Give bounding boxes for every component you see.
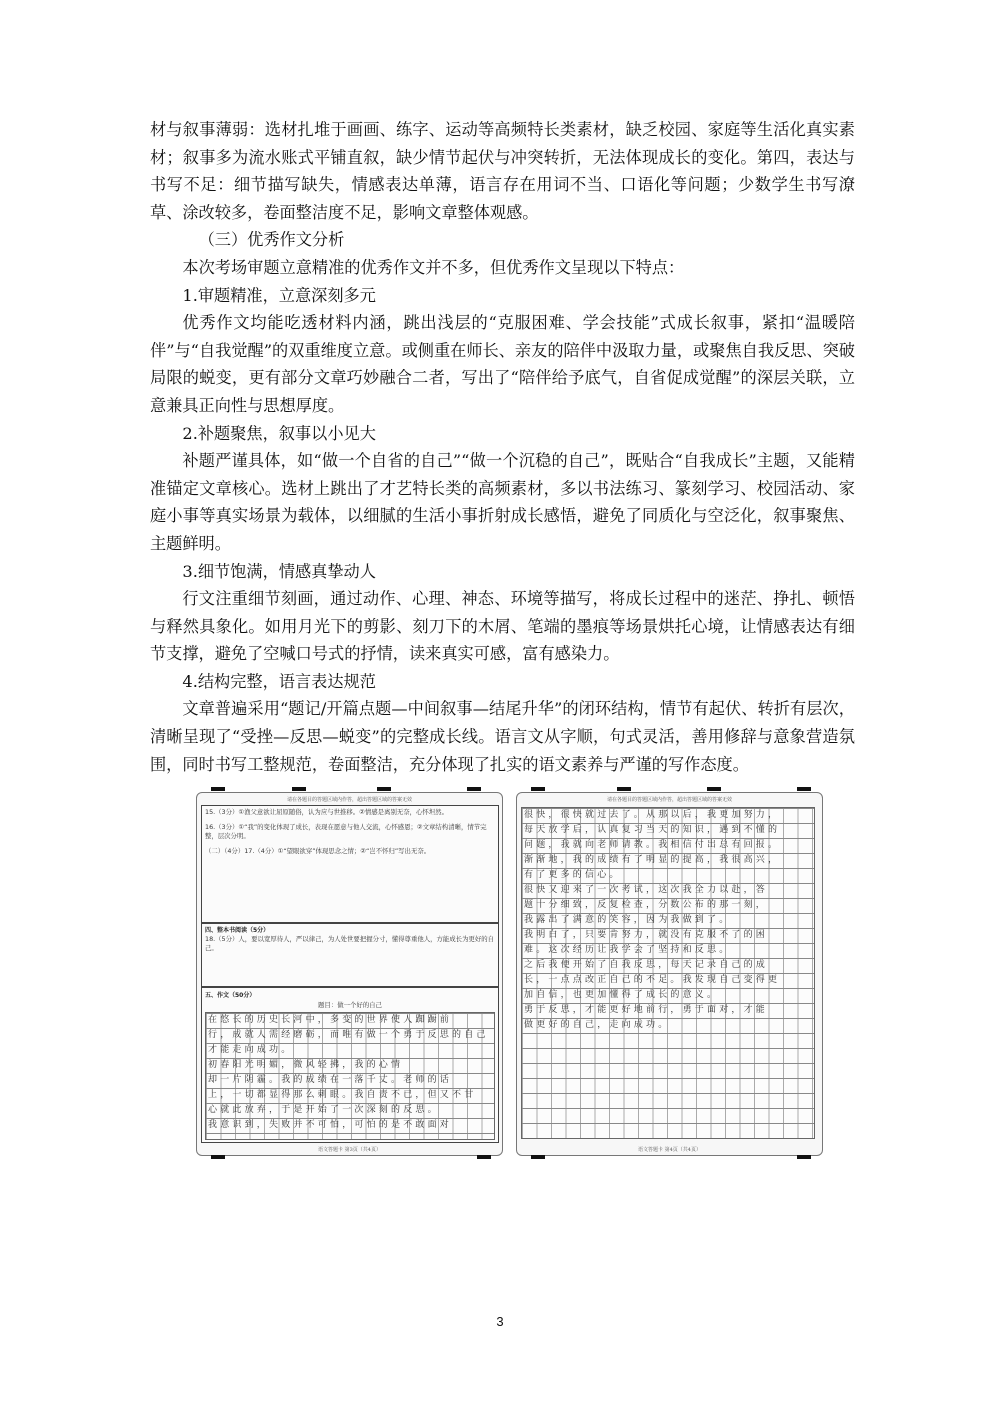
answer-q17: （二）（4分）17.（4分）①“望眼欲穿”体现思念之情；②“岂不怀归”写出无奈。 <box>205 847 431 855</box>
essay-line: 初春阳光明媚，微风轻拂，我的心情 <box>208 1060 404 1070</box>
answer-q16: 16.（3分）①“我”的变化体现了成长，表现在愿意与他人交流，心怀感恩；②文章结构清晰，情节完整，层次分明。 <box>205 823 487 840</box>
sheet-footer: 语文答题卡 第3页（共4页） <box>318 1147 381 1153</box>
sheet-header: 请在各题目的答题区域内作答，超出答题区域的答案无效 <box>286 797 412 803</box>
paragraph: 补题严谨具体，如“做一个自省的自己”“做一个沉稳的自己”，既贴合“自我成长”主题，又能精准锚定文章核心。选材上跳出了才艺特长类的高频素材，多以书法练习、篆刻学习、校园活动、家庭小事等真实场景为载体，以细腻的生活小事折射成长感悟，避免了同质化与空泛化，叙事聚焦、主题鲜明。 <box>150 451 855 553</box>
essay-line: 我意识到，失败并不可怕，可怕的是不敢面对 <box>208 1120 453 1130</box>
subheading: 1.审题精准，立意深刻多元 <box>182 285 376 305</box>
section-label: 四、整本书阅读（5分） <box>205 927 270 934</box>
essay-line: 我明白了，只要肯努力，就没有克服不了的困 <box>524 930 769 940</box>
subheading: 4.结构完整，语言表达规范 <box>182 671 376 691</box>
essay-line: 却一片阴霾。我的成绩在一落千丈。老师的话 <box>208 1075 453 1085</box>
subheading: 3.细节饱满，情感真挚动人 <box>182 561 376 581</box>
essay-line: 难。这次经历让我学会了坚持和反思。 <box>524 945 732 955</box>
section-label: 五、作文（50分） <box>205 992 256 999</box>
essay-line: 长，一点点改正自己的不足。我发现自己变得更 <box>524 975 781 985</box>
essay-line: 很快又迎来了一次考试，这次我全力以赴，答 <box>524 885 769 895</box>
article-body <box>150 116 855 778</box>
answer-q15: 15.（3分）①渔父意欲让屈原随俗，认为应与世推移。②情感是离别无奈，心怀坦然。 <box>205 808 448 816</box>
answer-q18: 18.（5分）人，要以宽厚待人，严以律己，为人处世要把握分寸，懂得尊重他人，方能成长为更好的自己。 <box>205 935 495 952</box>
essay-line: 每天放学后，认真复习当天的知识，遇到不懂的 <box>524 825 781 835</box>
essay-line: 在悠长的历史长河中，多变的世界使人踟蹰前 <box>208 1015 453 1025</box>
essay-line: 才能走向成功。 <box>208 1045 294 1055</box>
essay-line: 问题，我就向老师请教。我相信付出总有回报。 <box>524 840 781 850</box>
essay-grid-continued <box>521 807 815 1139</box>
essay-line: 上，一切都显得那么刺眼。我自责不已，但又不甘 <box>208 1090 477 1100</box>
paragraph: 行文注重细节刻画，通过动作、心理、神态、环境等描写，将成长过程中的迷茫、挣扎、顿悟与释然具象化。如用月光下的剪影、刻刀下的木屑、笔端的墨痕等场景烘托心境，让情感表达有细节支撑，避免了空喊口号式的抒情，读来真实可感，富有感染力。 <box>150 589 855 664</box>
essay-line: 行，成就人需经磨砺，而唯有做一个勇于反思的自己 <box>208 1030 489 1040</box>
essay-line: 渐渐地，我的成绩有了明显的提高，我很高兴， <box>524 855 781 865</box>
paragraph: 文章普遍采用“题记/开篇点题—中间叙事—结尾升华”的闭环结构，情节有起伏、转折有层次，清晰呈现了“受挫—反思—蜕变”的完整成长线。语言文从字顺，句式灵活，善用修辞与意象营造氛围，同时书写工整规范，卷面整洁，充分体现了扎实的语文素养与严谨的写作态度。 <box>150 699 855 774</box>
sheet-footer: 语文答题卡 第4页（共4页） <box>638 1147 701 1153</box>
essay-line: 我露出了满意的笑容，因为我做到了。 <box>524 915 732 925</box>
essay-line: 加自信，也更加懂得了成长的意义。 <box>524 990 720 1000</box>
essay-line: 之后我便开始了自我反思，每天记录自己的成 <box>524 960 769 970</box>
page-number: 3 <box>496 1314 504 1329</box>
paragraph: 材与叙事薄弱：选材扎堆于画画、练字、运动等高频特长类素材，缺乏校园、家庭等生活化真实素材；叙事多为流水账式平铺直叙，缺少情节起伏与冲突转折，无法体现成长的变化。第四，表达与书写不足：细节描写缺失，情感表达单薄，语言存在用词不当、口语化等问题；少数学生书写潦草、涂改较多，卷面整洁度不足，影响文章整体观感。 <box>150 120 855 222</box>
answer-sheet-page-left <box>196 792 503 1156</box>
answer-sheet-page-right <box>516 792 823 1156</box>
paragraph: 优秀作文均能吃透材料内涵，跳出浅层的“克服困难、学会技能”式成长叙事，紧扣“温暖陪伴”与“自我觉醒”的双重维度立意。或侧重在师长、亲友的陪伴中汲取力量，或聚焦自我反思、突破局限的蜕变，更有部分文章巧妙融合二者，写出了“陪伴给予底气，自省促成觉醒”的深层关联，立意兼具正向性与思想厚度。 <box>150 313 855 415</box>
paragraph: 本次考场审题立意精准的优秀作文并不多，但优秀作文呈现以下特点： <box>182 257 685 277</box>
essay-line: 勇于反思，才能更好地前行，勇于面对，才能 <box>524 1005 769 1015</box>
essay-grid <box>205 1012 495 1140</box>
essay-line: 很快，很快就过去了。从那以后，我更加努力， <box>524 810 781 820</box>
sheet-header: 请在各题目的答题区域内作答，超出答题区域的答案无效 <box>606 797 732 803</box>
answer-sheet-scan <box>186 782 836 1166</box>
section-heading: （三）优秀作文分析 <box>198 230 345 250</box>
answer-box-essay <box>201 987 499 1143</box>
essay-title: 题目：做一个好的自己 <box>318 1001 382 1009</box>
essay-line: 心就此放弃，于是开始了一次深刻的反思。 <box>208 1105 440 1115</box>
subheading: 2.补题聚焦，叙事以小见大 <box>182 423 376 443</box>
answer-box-section3 <box>201 805 499 923</box>
answer-box-section4 <box>201 923 499 987</box>
essay-line: 有了更多的信心。 <box>524 870 622 880</box>
essay-line: 做更好的自己，走向成功。 <box>524 1020 671 1030</box>
essay-line: 题十分细致，反复检查，分数公布的那一刻， <box>524 900 769 910</box>
